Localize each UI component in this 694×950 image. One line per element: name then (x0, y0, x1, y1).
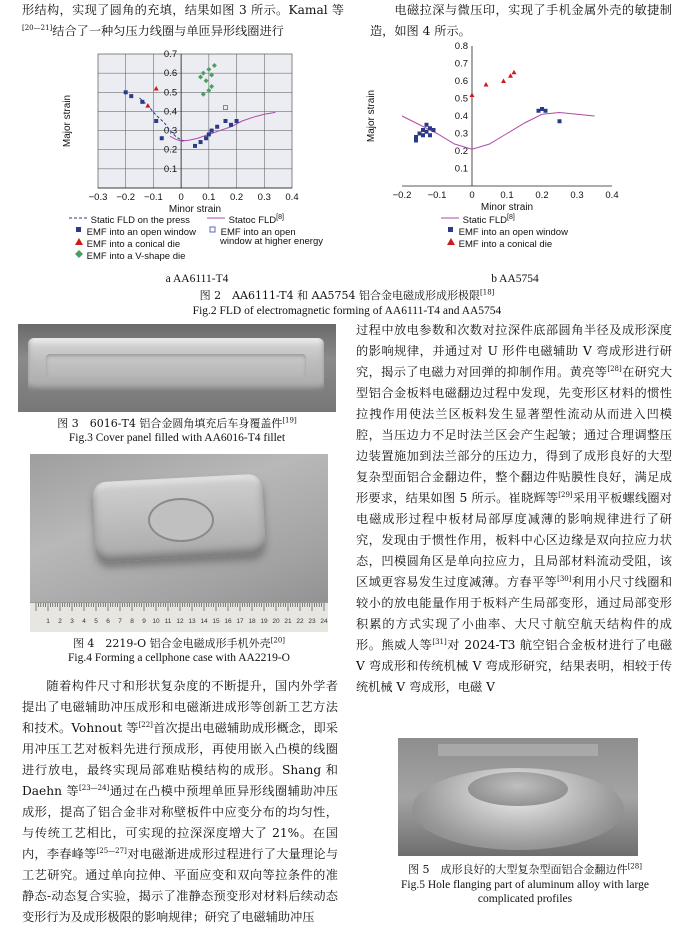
subcaption-a: a AA6111-T4 (165, 273, 229, 285)
data-point (223, 119, 227, 123)
ruler-number: 3 (70, 618, 74, 625)
y-tick-label: 0.4 (163, 106, 178, 118)
data-point (558, 119, 562, 123)
data-point (207, 132, 211, 136)
ruler-number: 6 (106, 618, 110, 625)
y-tick-label: 0.5 (454, 93, 468, 105)
x-tick-label: −0.1 (427, 190, 447, 201)
data-point (160, 136, 164, 140)
y-tick-label: 0.7 (454, 58, 468, 70)
data-point (199, 140, 203, 144)
y-tick-label: 0.1 (163, 163, 178, 175)
fig4-caption-cn: 图 4 2219-O 铝合金电磁成形手机外壳[20] (72, 636, 286, 650)
data-point (154, 119, 158, 123)
legend-a: Static FLD on the press Statoc FLD[8] EMF into an open window EMF into an open window at higher energy EMF into a conical die EMF into a V-shape die (68, 213, 358, 271)
ruler-number: 15 (212, 618, 220, 625)
data-point (235, 119, 239, 123)
fig2-caption-cn: 图 2 AA6111-T4 和 AA5754 铝合金电磁成形成形极限[18] (199, 288, 495, 302)
x-tick-label: 0.4 (605, 190, 619, 201)
y-tick-label: 0.8 (454, 41, 468, 52)
y-axis-label: Major strain (62, 94, 73, 148)
ruler-number: 4 (82, 618, 86, 625)
data-point (129, 94, 133, 98)
legend-b: Static FLD[8] EMF into an open window EMF into a conical die (440, 213, 660, 253)
ruler-number: 22 (296, 618, 304, 625)
ruler-number: 17 (236, 618, 244, 625)
x-axis-label: Minor strain (168, 204, 222, 215)
data-point (418, 132, 422, 136)
data-point (537, 109, 541, 113)
y-tick-label: 0.2 (454, 146, 468, 157)
top-left-paragraph: 形结构，实现了圆角的充填，结果如图 3 所示。Kamal 等[20—21]结合了一种匀压力线圈与单匝异形线圈进行 (22, 3, 344, 38)
ruler-number: 19 (260, 618, 268, 625)
ruler-number: 7 (118, 618, 122, 625)
y-tick-label: 0.3 (454, 128, 468, 140)
data-point (193, 144, 197, 148)
data-point (544, 109, 548, 113)
x-tick-label: 0.1 (500, 190, 514, 201)
x-tick-label: 0.4 (285, 192, 299, 203)
ruler-number: 2 (58, 618, 62, 625)
y-tick-label: 0.4 (454, 111, 468, 122)
ruler-number: 1 (46, 618, 50, 625)
x-tick-label: 0.3 (257, 192, 271, 203)
ruler-number: 11 (164, 618, 172, 625)
y-tick-label: 0.7 (163, 49, 178, 60)
fig5-caption-en-2: complicated profiles (477, 893, 573, 905)
x-tick-label: −0.1 (144, 192, 163, 203)
x-tick-label: 0.3 (570, 190, 584, 201)
data-point (421, 128, 425, 132)
right-column-text: 过程中放电参数和次数对拉深件底部圆角半径及成形深度的影响规律，并通过对 U 形件电磁辅助 V 弯成形进行研究，揭示了电磁力对回弹的抑制作用。黄亮等[28]在研究大型铝合金板料电磁翻边过程中发现，先变形区材料的惯性拉拽作用使法兰区板料发生显著塑性流动从而进入凹模腔，当压边力不足时法兰区会产生起皱；通过合理调整压边装置施加到法兰部分的压边力，得到了成形良好的大型复杂型面铝合金翻边件，整个翻边件贴膜性良好，满足成形要求，结果如图 5 所示。崔晓辉等[29]采用平板螺线圈对电磁成形过程中板材局部厚度减薄的影响规律进行了研究，发现由于惯性作用，板料中心区边缘是双向拉应力状态，凹模圆角区是单向拉应力，且局部材料流动受阻，该区域更容易发生过度减薄。方春平等[30]利用小尺寸线圈和较小的放电能量作用于板料产生局部变形，通过局部变形积累的方式实现了小曲率、大尺寸航空航天结构件的成形。熊威人等[31]对 2024-T3 航空铝合金板材进行了电磁 V 弯成形和传统机械 V 弯成形研究，结果表明，相较于传统机械 V 弯成形，电磁 V (356, 323, 673, 694)
ruler-number: 14 (200, 618, 208, 625)
ruler-number: 24 (320, 618, 328, 625)
y-axis-label: Major strain (366, 89, 377, 143)
subcaption-b: b AA5754 (491, 273, 539, 285)
data-point (484, 82, 489, 87)
data-point (414, 135, 418, 139)
ruler-number: 20 (272, 618, 280, 625)
x-axis-label: Minor strain (480, 202, 534, 212)
data-point (470, 93, 475, 98)
data-point (432, 128, 436, 132)
ruler-number: 18 (248, 618, 256, 625)
data-point (421, 133, 425, 137)
series-line (402, 113, 595, 150)
data-point (425, 123, 429, 127)
y-tick-label: 0.2 (163, 144, 178, 156)
x-tick-label: 0.1 (202, 192, 216, 203)
ruler-number: 10 (152, 618, 160, 625)
y-tick-label: 0.5 (163, 87, 178, 99)
ruler-number: 13 (188, 618, 196, 625)
ruler-number: 9 (142, 618, 146, 625)
fig4-caption-en: Fig.4 Forming a cellphone case with AA2219-O (68, 652, 290, 664)
plot-area (98, 54, 292, 188)
y-tick-label: 0.6 (163, 68, 178, 80)
ruler (30, 603, 328, 632)
fig5-photo (398, 738, 638, 856)
fig5-caption-cn: 图 5 成形良好的大型复杂型面铝合金翻边件[28] (408, 862, 642, 876)
y-tick-label: 0.3 (163, 125, 178, 137)
data-point (204, 136, 208, 140)
x-tick-label: 0.2 (229, 192, 244, 203)
fig5-caption-en-1: Fig.5 Hole flanging part of aluminum alloy with large (401, 879, 649, 891)
x-tick-label: 0 (178, 192, 184, 203)
fig3-caption-en: Fig.3 Cover panel filled with AA6016-T4 fillet (68, 432, 286, 444)
data-point (428, 126, 432, 130)
left-column-text: 随着构件尺寸和形状复杂度的不断提升，国内外学者提出了电磁辅助冲压成形和电磁渐进成形等创新工艺方法和技术。Vohnout 等[22]首次提出电磁辅助成形概念，即采用冲压工艺对板料先进行预成形，再使用嵌入凸模的线圈进行放电，最终实现局部难贴模结构的成形。Shang 和 Daehn 等[23—24]通过在凸模中预埋单匝异形线圈辅助冲压成形，提高了铝合金非对称壁板件中应变分布的均匀性，与传统工艺相比，可实现的拉深深度增大了 21%。在国内，李春峰等[25—27]对电磁渐进成形过程进行了大量理论与工艺研究。通过单向拉伸、平面应变和双向等拉条件的准静态-动态复合实验，揭示了准静态预变形对材料后续动态变形行为及成形极限的影响规律；研究了电磁辅助冲压 (22, 679, 339, 924)
x-tick-label: 0.2 (535, 190, 549, 201)
x-tick-label: 0 (469, 190, 475, 201)
ruler-number: 16 (224, 618, 232, 625)
x-tick-label: −0.3 (88, 192, 108, 203)
x-tick-label: −0.2 (116, 192, 136, 203)
ruler-number: 21 (284, 618, 292, 625)
data-point (229, 123, 233, 127)
fig3-caption-cn: 图 3 6016-T4 铝合金圆角填充后车身覆盖件[19] (57, 416, 297, 430)
x-tick-label: −0.2 (392, 190, 412, 201)
ruler-number: 23 (308, 618, 316, 625)
data-point (140, 100, 144, 104)
chart-a (40, 48, 330, 218)
fig4-photo (30, 454, 328, 632)
top-right-paragraph: 电磁拉深与微压印，实现了手机金属外壳的敏捷制造，如图 4 所示。 (370, 3, 672, 38)
data-point (215, 125, 219, 129)
chart-b (355, 40, 645, 212)
data-point (425, 130, 429, 134)
data-point (124, 90, 128, 94)
y-tick-label: 0.1 (454, 163, 468, 175)
y-tick-label: 0.6 (454, 76, 468, 87)
ruler-number: 5 (94, 618, 98, 625)
data-point (428, 133, 432, 137)
data-point (414, 139, 418, 143)
data-point (540, 107, 544, 111)
fig3-photo (18, 324, 336, 412)
ruler-number: 8 (130, 618, 134, 625)
ruler-number: 12 (176, 618, 184, 625)
data-point (210, 129, 214, 133)
data-point (512, 70, 517, 75)
data-point (501, 79, 506, 84)
fig2-caption-en: Fig.2 FLD of electromagnetic forming of AA6111-T4 and AA5754 (192, 305, 502, 317)
